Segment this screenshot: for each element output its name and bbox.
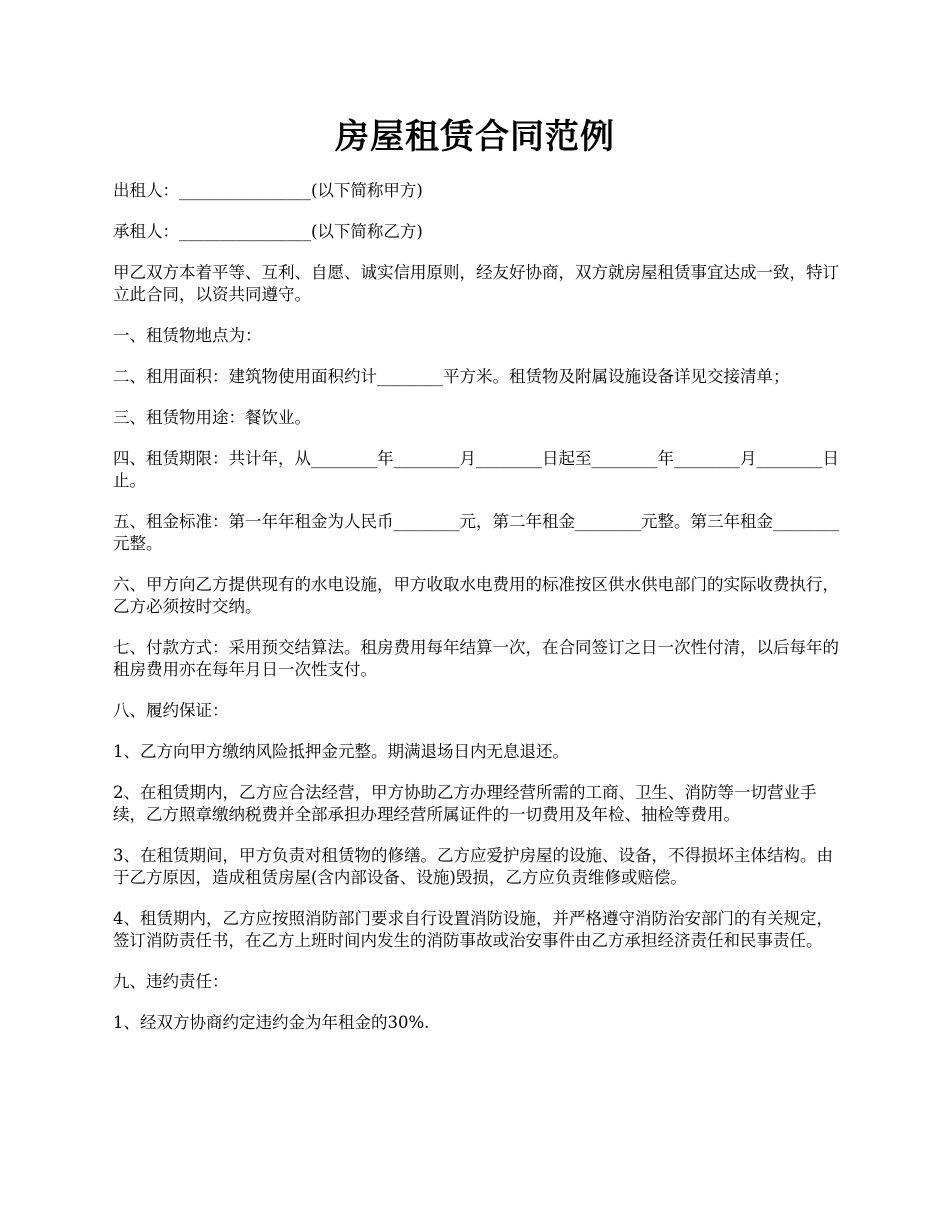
clause-5-rent: 五、租金标准：第一年年租金为人民币________元，第二年租金________元整。第三年租金________元整。: [113, 512, 839, 553]
clause-8-heading: 八、履约保证：: [113, 701, 229, 720]
clause-8-item-3: 3、在租赁期间，甲方负责对租赁物的修缮。乙方应爱护房屋的设施、设备，不得损坏主体结构。由于乙方原因，造成租赁房屋(含内部设备、设施)毁损，乙方应负责维修或赔偿。: [113, 846, 833, 887]
party-b-line: 承租人：________________(以下简称乙方): [113, 222, 423, 241]
document-title: 房屋租赁合同范例: [335, 117, 615, 157]
clause-6-utilities: 六、甲方向乙方提供现有的水电设施，甲方收取水电费用的标准按区供水供电部门的实际收费执行，乙方必须按时交纳。: [113, 575, 839, 616]
clause-8-item-4: 4、租赁期内，乙方应按照消防部门要求自行设置消防设施，并严格遵守消防治安部门的有关规定，签订消防责任书，在乙方上班时间内发生的消防事故或治安事件由乙方承担经济责任和民事责任。: [113, 909, 833, 950]
preamble-paragraph: 甲乙双方本着平等、互利、自愿、诚实信用原则，经友好协商，双方就房屋租赁事宜达成一致，特订立此合同，以资共同遵守。: [113, 263, 839, 304]
clause-8-item-1: 1、乙方向甲方缴纳风险抵押金元整。期满退场日内无息退还。: [113, 742, 569, 761]
clause-1-location: 一、租赁物地点为：: [113, 326, 262, 345]
clause-9-item-1: 1、经双方协商约定违约金为年租金的30%.: [113, 1013, 430, 1032]
party-a-line: 出租人：________________(以下简称甲方): [113, 181, 423, 200]
clause-7-payment: 七、付款方式：采用预交结算法。租房费用每年结算一次，在合同签订之日一次性付清，以后每年的租房费用亦在每年月日一次性支付。: [113, 638, 839, 679]
document-body: [113, 180, 843, 1053]
clause-9-heading: 九、违约责任：: [113, 972, 229, 991]
clause-4-term: 四、租赁期限：共计年，从________年________月________日起至________年________月________日止。: [113, 449, 839, 490]
clause-2-area: 二、租用面积：建筑物使用面积约计________平方米。租赁物及附属设施设备详见交接清单；: [113, 367, 790, 386]
clause-3-usage: 三、租赁物用途：餐饮业。: [113, 408, 311, 427]
clause-8-item-2: 2、在租赁期内，乙方应合法经营，甲方协助乙方办理经营所需的工商、卫生、消防等一切营业手续，乙方照章缴纳税费并全部承担办理经营所属证件的一切费用及年检、抽检等费用。: [113, 783, 817, 824]
